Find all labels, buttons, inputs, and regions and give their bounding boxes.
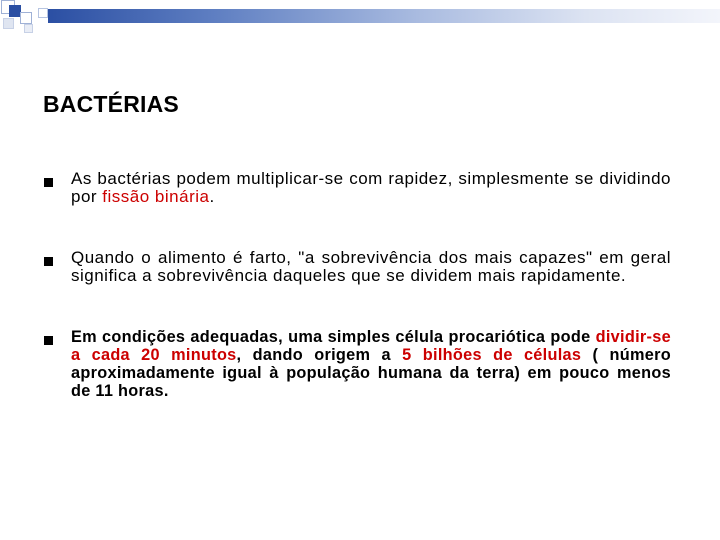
decorative-square bbox=[3, 18, 14, 29]
square-bullet-icon bbox=[44, 257, 53, 266]
square-bullet-icon bbox=[44, 336, 53, 345]
bullet-list bbox=[44, 170, 672, 400]
decorative-square bbox=[38, 8, 48, 18]
bullet-text: Quando o alimento é farto, "a sobrevivência dos mais capazes" em geral significa a sobrevivência daqueles que se dividem mais rapidamente. bbox=[71, 248, 671, 285]
decorative-square bbox=[20, 12, 32, 24]
bullet-text: Em condições adequadas, uma simples célula procariótica pode dividir-se a cada 20 minutos, dando origem a 5 bilhões de células ( número aproximadamente igual à população humana da terra) em pouco menos de 11 horas. bbox=[71, 328, 672, 400]
header-gradient-bar bbox=[48, 9, 720, 23]
highlighted-term: fissão binária bbox=[102, 187, 210, 206]
square-bullet-icon bbox=[44, 178, 53, 187]
bullet-item bbox=[44, 249, 672, 285]
slide-title: BACTÉRIAS bbox=[43, 91, 179, 117]
highlighted-term: dividir-se a cada 20 minutos bbox=[71, 328, 671, 364]
bullet-item bbox=[44, 328, 672, 400]
highlighted-term: 5 bilhões de células bbox=[402, 346, 582, 364]
bullet-text: As bactérias podem multiplicar-se com rapidez, simplesmente se dividindo por fissão binária. bbox=[71, 169, 671, 206]
decorative-square bbox=[24, 24, 33, 33]
bullet-item bbox=[44, 170, 672, 206]
